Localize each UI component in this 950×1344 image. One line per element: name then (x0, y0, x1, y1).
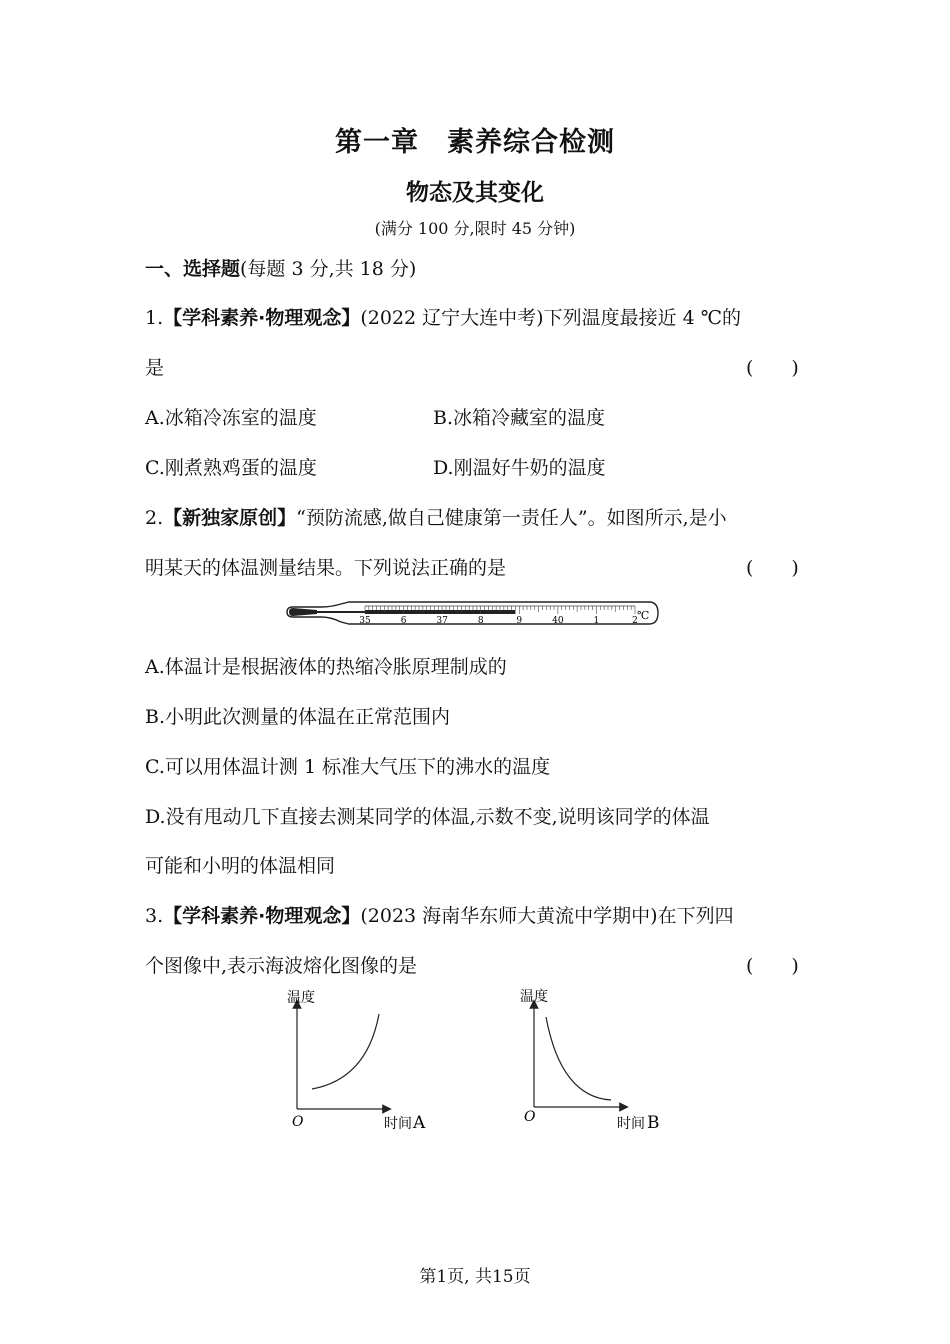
thermometer-label: 35 (359, 616, 371, 626)
graph-b-curve (546, 1017, 611, 1100)
q2-option-a: A.体温计是根据液体的热缩冷胀原理制成的 (145, 656, 507, 678)
graph-a-origin: O (292, 1114, 304, 1130)
thermometer-figure (285, 596, 665, 632)
q2-option-d-line2: 可能和小明的体温相同 (145, 855, 336, 877)
page-subtitle: 物态及其变化 (406, 180, 544, 206)
graph-b-origin: O (524, 1109, 536, 1125)
graph-a-curve (312, 1014, 379, 1089)
q2-option-c: C.可以用体温计测 1 标准大气压下的沸水的温度 (145, 756, 551, 778)
graph-b-ylabel: 温度 (520, 989, 548, 1005)
q1-option-b: B.冰箱冷藏室的温度 (433, 407, 606, 429)
q1-answer-blank: ( ) (746, 357, 799, 379)
q3-stem-line2: 个图像中,表示海波熔化图像的是 (145, 955, 418, 977)
graph-a-xlabel: 时间 (384, 1116, 412, 1132)
thermometer-label: 1 (593, 616, 600, 626)
q2-stem-line1: 2.【新独家原创】“预防流感,做自己健康第一责任人”。如图所示,是小 (145, 507, 727, 529)
q1-stem-line1: 1.【学科素养·物理观念】(2022 辽宁大连中考)下列温度最接近 4 ℃的 (145, 307, 742, 329)
q1-option-c: C.刚煮熟鸡蛋的温度 (145, 457, 317, 479)
graph-a-ylabel: 温度 (287, 990, 315, 1006)
q1-stem-line2: 是 (145, 357, 165, 379)
q3-stem-line1: 3.【学科素养·物理观念】(2023 海南华东师大黄流中学期中)在下列四 (145, 905, 734, 927)
exam-note: (满分 100 分,限时 45 分钟) (374, 219, 576, 238)
q1-option-a: A.冰箱冷冻室的温度 (145, 407, 317, 429)
graph-a (282, 984, 442, 1134)
graph-b (516, 982, 676, 1132)
q2-stem-line2: 明某天的体温测量结果。下列说法正确的是 (145, 557, 507, 579)
page-footer: 第1页, 共15页 (419, 1267, 531, 1287)
graph-b-xlabel: 时间 (617, 1116, 645, 1132)
q2-option-d-line1: D.没有甩动几下直接去测某同学的体温,示数不变,说明该同学的体温 (145, 806, 710, 828)
thermometer-unit: ℃ (637, 609, 650, 622)
thermometer-label: 2 (632, 616, 638, 626)
thermometer-label: 8 (477, 616, 484, 626)
page-title: 第一章 素养综合检测 (335, 127, 615, 158)
section-heading: 一、选择题(每题 3 分,共 18 分) (145, 258, 417, 280)
thermometer-label: 37 (436, 616, 448, 626)
graph-b-letter: B (647, 1113, 660, 1132)
thermometer-label: 9 (516, 616, 523, 626)
q1-option-d: D.刚温好牛奶的温度 (433, 457, 606, 479)
graph-a-letter: A (413, 1113, 426, 1133)
thermometer-label: 40 (552, 616, 564, 626)
q2-answer-blank: ( ) (746, 557, 799, 579)
thermometer-label: 6 (400, 616, 407, 626)
q3-answer-blank: ( ) (746, 955, 799, 977)
q2-option-b: B.小明此次测量的体温在正常范围内 (145, 706, 451, 728)
